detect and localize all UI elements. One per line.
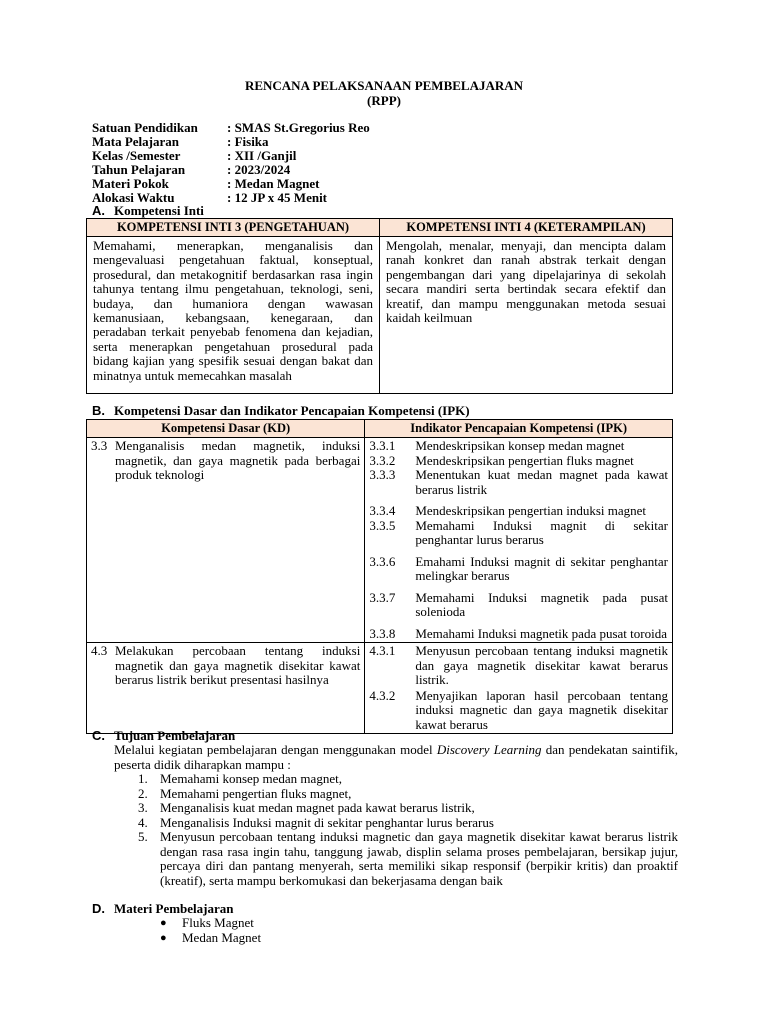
table-row	[87, 438, 673, 643]
intro-text: dan pendekatan saintifik, peserta didik diharapkan mampu :	[114, 742, 678, 772]
kd-text: Menganalisis medan magnetik, induksi magnetik, dan gaya magnetik pada berbagai produk teknologi	[115, 438, 361, 482]
info-row-year	[92, 163, 692, 177]
list-item	[369, 644, 668, 688]
kompetensi-dasar-table	[86, 419, 673, 734]
ki4-text: Mengolah, menalar, menyaji, dan mencipta dalam ranah konkret dan ranah abstrak terkait dengan pengembangan dari yang dipelajarinya di sekolah secara mandiri serta bertindak secara efektif dan kreatif, dan mampu menggunakan metoda sesuai kaidah keilmuan	[380, 237, 673, 394]
list-item	[138, 787, 678, 802]
item-text: Menyusun percobaan tentang induksi magnetic dan gaya magnetik disekitar kawat berarus listrik dengan rasa rasa ingin tahu, tanggung jawab, displin selama proses pembelajaran, bersikap jujur, percaya diri dan pantang menyerah, serta memiliki sikap responsif (berpikir kritis) dan proaktif (kreatif), serta mampu berkomukasi dan bekerjasama dengan baik	[160, 829, 678, 888]
ipk-text: Mendeskripsikan pengertian induksi magnet	[415, 503, 647, 518]
materi-list	[160, 916, 261, 945]
ipk-text: Menentukan kuat medan magnet pada kawat berarus listrik	[415, 467, 668, 497]
ipk-number: 3.3.6	[369, 553, 396, 569]
item-text: Medan Magnet	[182, 929, 262, 945]
section-b-heading	[92, 404, 470, 419]
kd-cell	[87, 438, 365, 643]
ipk-text: Memahami Induksi magnit di sekitar penghantar lurus berarus	[415, 517, 668, 547]
info-label: Materi Pokok	[92, 176, 169, 191]
intro-text: Melalui kegiatan pembelajaran dengan menggunakan model	[114, 742, 437, 757]
ipk-number: 4.3.1	[369, 643, 396, 658]
list-item	[138, 801, 678, 816]
info-row-class	[92, 149, 692, 163]
info-label: Kelas /Semester	[92, 148, 181, 163]
ipk-text: Mendeskripsikan pengertian fluks magnet	[415, 452, 634, 468]
info-value: : SMAS St.Gregorius Reo	[227, 120, 370, 135]
document-title: RENCANA PELAKSANAAN PEMBELAJARAN	[244, 78, 524, 93]
section-title: Tujuan Pembelajaran	[114, 728, 236, 743]
ipk-text: Menyajikan laporan hasil percobaan tentang induksi magnetic dan gaya magnetik disekitar kawat berarus	[415, 687, 668, 732]
kd-header: Kompetensi Dasar (KD)	[87, 420, 365, 438]
ipk-number: 3.3.5	[369, 517, 396, 533]
section-letter: D.	[92, 901, 105, 916]
bullet-icon: ●	[160, 931, 167, 944]
list-item	[138, 830, 678, 888]
section-title: Kompetensi Inti	[114, 203, 204, 218]
info-row-subject	[92, 135, 692, 149]
list-item	[369, 689, 668, 733]
model-name: Discovery Learning	[436, 742, 542, 757]
section-letter: A.	[92, 203, 105, 218]
list-item	[160, 931, 261, 946]
kompetensi-inti-table	[86, 218, 673, 394]
info-value: : 2023/2024	[227, 162, 291, 177]
list-item	[369, 454, 668, 469]
info-row-topic	[92, 177, 692, 191]
ipk-text: Mendeskripsikan konsep medan magnet	[415, 438, 625, 453]
item-number: 1.	[138, 771, 148, 786]
ipk-header: Indikator Pencapaian Kompetensi (IPK)	[365, 420, 673, 438]
kd-number: 4.3	[91, 643, 108, 658]
ipk-text: Emahami Induksi magnit di sekitar penghantar melingkar berarus	[415, 553, 668, 583]
document-subtitle: (RPP)	[367, 93, 401, 108]
ipk-number: 3.3.4	[369, 503, 396, 518]
list-item	[369, 468, 668, 497]
item-text: Fluks Magnet	[182, 915, 254, 930]
list-item	[369, 627, 668, 642]
tujuan-list	[138, 772, 678, 888]
info-label: Alokasi Waktu	[92, 190, 175, 205]
info-value: : Fisika	[227, 134, 269, 149]
info-value: : XII /Ganjil	[227, 148, 297, 163]
section-title: Materi Pembelajaran	[114, 901, 234, 916]
item-number: 4.	[138, 814, 148, 830]
list-item	[369, 439, 668, 454]
item-number: 2.	[138, 785, 148, 801]
ki3-text: Memahami, menerapkan, menganalisis dan mengevaluasi pengetahuan faktual, konseptual, prosedural, dan metakognitif berdasarkan rasa ingin tahunya tentang ilmu pengetahuan, teknologi, seni, budaya, dan humaniora dengan wawasan kemanusiaan, kebangsaan, kenegaraan, dan peradaban terkait penyebab fenomena dan kejadian, serta menerapkan pengetahuan prosedural pada bidang kajian yang spesifik sesuai dengan bakat dan minatnya untuk memecahkan masalah	[87, 237, 380, 394]
ipk-cell	[365, 438, 673, 643]
info-label: Tahun Pelajaran	[92, 162, 186, 177]
item-number: 3.	[138, 800, 148, 815]
section-letter: C.	[92, 728, 105, 743]
list-item	[160, 916, 261, 931]
bullet-icon: ●	[160, 917, 167, 929]
list-item	[138, 772, 678, 787]
info-label: Mata Pelajaran	[92, 134, 180, 149]
section-letter: B.	[92, 403, 105, 418]
item-text: Memahami konsep medan magnet,	[160, 771, 342, 786]
list-item	[369, 591, 668, 620]
section-title: Kompetensi Dasar dan Indikator Pencapaian Kompetensi (IPK)	[114, 403, 470, 418]
ipk-number: 3.3.8	[369, 625, 396, 641]
ki3-header: KOMPETENSI INTI 3 (PENGETAHUAN)	[87, 219, 380, 237]
list-item	[138, 816, 678, 831]
identity-block	[92, 121, 692, 205]
kd-text: Melakukan percobaan tentang induksi magnetik dan gaya magnetik disekitar kawat berarus listrik berikut presentasi hasilnya	[115, 643, 361, 687]
ipk-number: 4.3.2	[369, 687, 396, 703]
info-value: : 12 JP x 45 Menit	[227, 190, 328, 205]
ipk-number: 3.3.1	[369, 438, 396, 453]
info-row-school	[92, 121, 692, 135]
info-label: Satuan Pendidikan	[92, 120, 198, 135]
table-row	[87, 643, 673, 734]
item-text: Menganalisis kuat medan magnet pada kawat berarus listrik,	[160, 800, 475, 815]
item-text: Memahami pengertian fluks magnet,	[160, 785, 352, 801]
list-item	[369, 555, 668, 584]
ipk-number: 3.3.3	[369, 467, 396, 482]
ipk-text: Memahami Induksi magnetik pada pusat solenioda	[415, 589, 668, 619]
item-text: Menganalisis Induksi magnit di sekitar penghantar lurus berarus	[160, 814, 494, 830]
ipk-text: Menyusun percobaan tentang induksi magnetik dan gaya magnetik disekitar kawat berarus listrik.	[415, 643, 668, 687]
kd-number: 3.3	[91, 438, 108, 453]
section-a-heading	[92, 204, 204, 219]
list-item	[369, 504, 668, 519]
ipk-text: Memahami Induksi magnetik pada pusat toroida	[415, 625, 667, 641]
tujuan-intro	[114, 743, 678, 772]
ipk-number: 3.3.2	[369, 452, 396, 468]
info-value: : Medan Magnet	[227, 176, 320, 191]
ipk-number: 3.3.7	[369, 589, 396, 605]
kd-cell	[87, 643, 365, 734]
list-item	[369, 519, 668, 548]
ipk-cell	[365, 643, 673, 734]
item-number: 5.	[138, 829, 148, 844]
ki4-header: KOMPETENSI INTI 4 (KETERAMPILAN)	[380, 219, 673, 237]
